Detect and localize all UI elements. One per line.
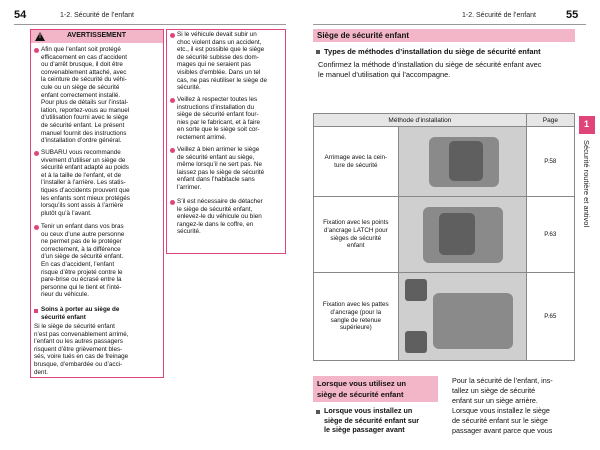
bullet-icon (34, 48, 39, 53)
left-header-rule (14, 24, 286, 25)
left-chapter-title: 1-2. Sécurité de l’enfant (60, 12, 134, 19)
bullet-icon (170, 148, 175, 153)
square-bullet-icon (34, 309, 38, 313)
tether-anchor-detail (405, 279, 427, 301)
section-heading: Siège de sécurité enfant (313, 29, 575, 42)
subsection-heading: Types de méthodes d’installation du siège de sécurité enfant (324, 47, 541, 56)
method-label: Fixation avec les points d’ancrage LATCH pour sièges de sécurité enfant (314, 197, 399, 273)
warning-paragraph: SUBARU vous recommande vivement d’utiliser un siège de sécurité enfant adapté au poids et à la taille de l’enfant, et de l’installer à l’arrière. Les statis- tiques d’accidents prouvent que les enfants sont mieux protégés lorsqu’ils sont assis à l’arrière plutôt qu’à l’avant. (41, 149, 130, 217)
bullet-icon (170, 33, 175, 38)
bullet-icon (170, 98, 175, 103)
method-page: P.65 (526, 273, 574, 361)
tether-install-illustration (398, 273, 526, 361)
warning-box (30, 29, 164, 378)
left-page-number: 54 (14, 9, 27, 21)
right-page-number: 55 (566, 9, 579, 21)
warning-title: AVERTISSEMENT (67, 32, 126, 39)
square-bullet-icon (316, 50, 320, 54)
tether-anchor-detail (405, 331, 427, 353)
table-row (314, 127, 575, 197)
warning-header (31, 30, 163, 43)
child-seat-shape (449, 141, 483, 181)
usage-body-text: Pour la sécurité de l’enfant, ins- tallez un siège de sécurité enfant sur un siège arrière. Lorsque vous installez le siège de sécurité enfant sur le siège passager avant parce que vous (452, 376, 553, 435)
child-seat-shape (439, 213, 475, 255)
method-label: Fixation avec les pattes d’ancrage (pour la sangle de retenue supérieure) (314, 273, 399, 361)
intro-text: Confirmez la méthode d’installation du siège de sécurité enfant avec le manuel d’utilisation qui l’accompagne. (318, 60, 542, 79)
table-header-page: Page (526, 114, 574, 127)
right-chapter-title: 1-2. Sécurité de l’enfant (462, 12, 536, 19)
bullet-icon (34, 151, 39, 156)
warning-paragraph: Veillez à respecter toutes les instructions d’installation du siège de sécurité enfant four- nies par le fabricant, et à faire en sorte que le siège soit cor- rectement arrimé. (177, 96, 260, 141)
seat-shape (433, 293, 513, 349)
installation-methods-table (313, 113, 575, 361)
warning-box-continued (166, 29, 286, 254)
table-header-method: Méthode d’installation (314, 114, 527, 127)
usage-heading-box: Lorsque vous utilisez un siège de sécurité enfant (313, 376, 438, 402)
method-page: P.58 (526, 127, 574, 197)
latch-install-illustration (398, 197, 526, 273)
warning-paragraph: Tenir un enfant dans vos bras ou ceux d’une autre personne ne permet pas de le protéger correctement, à la différence d’un siège de sécurité enfant. En cas d’accident, l’enfant risque d’être projeté contre le pare-brise ou écrasé entre la personne qui le tient et l’inté- rieur du véhicule. (41, 223, 125, 299)
warning-paragraph: Si le véhicule devait subir un choc violent dans un accident, etc., il est possible que le siège de sécurité subisse des dom- mages qui ne seraient pas visibles d’emblée. Dans un tel cas, ne pas réutiliser le siège de sécurité. (177, 31, 267, 92)
chapter-tab: 1 (579, 116, 595, 134)
usage-subheading: Lorsque vous installez un siège de sécurité enfant sur le siège passager avant (324, 406, 420, 434)
warning-sub-body: Si le siège de sécurité enfant n’est pas convenablement arrimé, l’enfant ou les autres passagers risquent d’être grièvement bles- sés, voire tués en cas de freinage brusque, d’embardée ou d’acci- dent. (34, 323, 129, 376)
warning-paragraph: S’il est nécessaire de détacher le siège de sécurité enfant, enlevez-le du véhicule ou bien rangez-le dans le coffre, en sécurité. (177, 198, 263, 236)
square-bullet-icon (316, 410, 320, 414)
warning-paragraph: Afin que l’enfant soit protégé efficacement en cas d’accident ou d’arrêt brusque, il doit être convenablement attaché, avec la ceinture de sécurité du véhi- cule ou un siège de sécurité enfant correctement installé. Pour plus de détails sur l’instal- lation, reportez-vous au manuel d’utilisation fourni avec le siège de sécurité enfant. Le présent manuel fournit des instructions d’installation d’ordre général. (41, 46, 130, 145)
bullet-icon (170, 200, 175, 205)
method-page: P.63 (526, 197, 574, 273)
warning-triangle-icon: ! (35, 32, 45, 41)
bullet-icon (34, 225, 39, 230)
table-row (314, 273, 575, 361)
chapter-side-label: Sécurité routière et antivol (582, 140, 591, 228)
seatbelt-install-illustration (398, 127, 526, 197)
warning-paragraph: Veillez à bien arrimer le siège de sécurité enfant au siège, même lorsqu’il ne sert pas. Ne laissez pas le siège de sécurité enfant dans l’habitacle sans l’arrimer. (177, 146, 265, 191)
right-header-rule (313, 24, 586, 25)
method-label: Arrimage avec la cein- ture de sécurité (314, 127, 399, 197)
table-row (314, 197, 575, 273)
warning-subheading: Soins à porter au siège de sécurité enfant (41, 306, 120, 321)
